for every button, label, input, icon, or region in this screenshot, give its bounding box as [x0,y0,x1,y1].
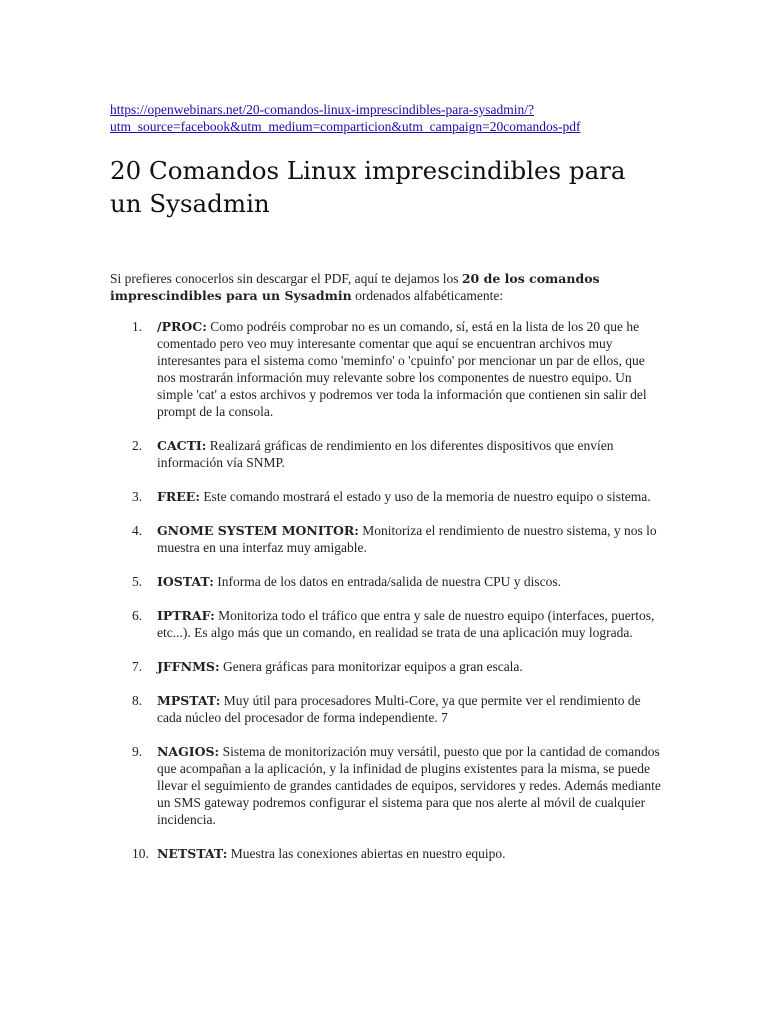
intro-text-after: ordenados alfabéticamente: [351,288,504,303]
command-description: Genera gráficas para monitorizar equipos a gran escala. [219,659,523,674]
command-name: NAGIOS: [157,744,220,759]
command-item [110,692,662,726]
item-number: 4. [132,523,143,538]
command-name: CACTI: [157,438,207,453]
document-page [110,101,670,879]
command-name: /PROC: [157,319,207,334]
item-number: 8. [132,693,143,708]
intro-paragraph [110,270,660,304]
command-description: Monitoriza el rendimiento de nuestro sistema, y nos lo muestra en una interfaz muy amigable. [157,523,657,555]
command-description: Realizará gráficas de rendimiento en los diferentes dispositivos que envíen información vía SNMP. [157,438,614,470]
item-number: 2. [132,438,143,453]
command-name: FREE: [157,489,200,504]
command-name: IOSTAT: [157,574,214,589]
item-number: 6. [132,608,143,623]
page-title: 20 Comandos Linux imprescindibles para un Sysadmin [110,156,626,218]
command-item [110,437,662,471]
command-description: Muy útil para procesadores Multi-Core, ya que permite ver el rendimiento de cada núcleo del procesador de forma independiente. 7 [157,693,641,725]
command-name: GNOME SYSTEM MONITOR: [157,523,359,538]
source-link-line-1[interactable]: https://openwebinars.net/20-comandos-linux-imprescindibles-para-sysadmin/? [110,102,535,117]
source-link[interactable] [110,101,670,135]
command-item [110,607,662,641]
command-description: Sistema de monitorización muy versátil, puesto que por la cantidad de comandos que acompañan a la aplicación, y la infinidad de plugins existentes para la misma, se puede llevar el seguimiento de grandes cantidades de equipos, servidores y redes. Además mediante un SMS gateway podremos configurar el sistema para que nos alerte al móvil de cualquier incidencia. [157,744,661,827]
command-item [110,522,662,556]
command-item [110,488,662,505]
item-number: 3. [132,489,143,504]
command-list [110,318,670,862]
item-number: 7. [132,659,143,674]
command-name: JFFNMS: [157,659,220,674]
item-number: 10. [132,846,149,861]
command-item [110,573,662,590]
command-description: Como podréis comprobar no es un comando, sí, está en la lista de los 20 que he comentado pero veo muy interesante comentar que aquí se encuentran archivos muy interesantes para el sistema como 'meminfo' o 'cpuinfo' por mencionar un par de ellos, que nos mostrarán información muy relevante sobre los componentes de nuestro equipo. Un simple 'cat' a estos archivos y podremos ver toda la información que contienen sin salir del prompt de la consola. [157,319,647,419]
command-name: NETSTAT: [157,846,228,861]
item-number: 1. [132,319,143,334]
command-item [110,318,662,420]
command-name: IPTRAF: [157,608,215,623]
command-description: Muestra las conexiones abiertas en nuestro equipo. [227,846,506,861]
source-link-line-2[interactable]: utm_source=facebook&utm_medium=comparticion&utm_campaign=20comandos-pdf [110,119,581,134]
item-number: 9. [132,744,143,759]
command-name: MPSTAT: [157,693,221,708]
intro-text-before: Si prefieres conocerlos sin descargar el PDF, aquí te dejamos los [110,271,462,286]
command-item [110,658,662,675]
intro-bold: 20 de los comandos imprescindibles para un Sysadmin [110,271,600,303]
item-number: 5. [132,574,143,589]
command-description: Informa de los datos en entrada/salida de nuestra CPU y discos. [213,574,562,589]
command-item [110,743,662,828]
command-description: Monitoriza todo el tráfico que entra y sale de nuestro equipo (interfaces, puertos, etc...). Es algo más que un comando, en realidad se trata de una aplicación muy lograda. [157,608,655,640]
command-description: Este comando mostrará el estado y uso de la memoria de nuestro equipo o sistema. [199,489,651,504]
command-item [110,845,662,862]
